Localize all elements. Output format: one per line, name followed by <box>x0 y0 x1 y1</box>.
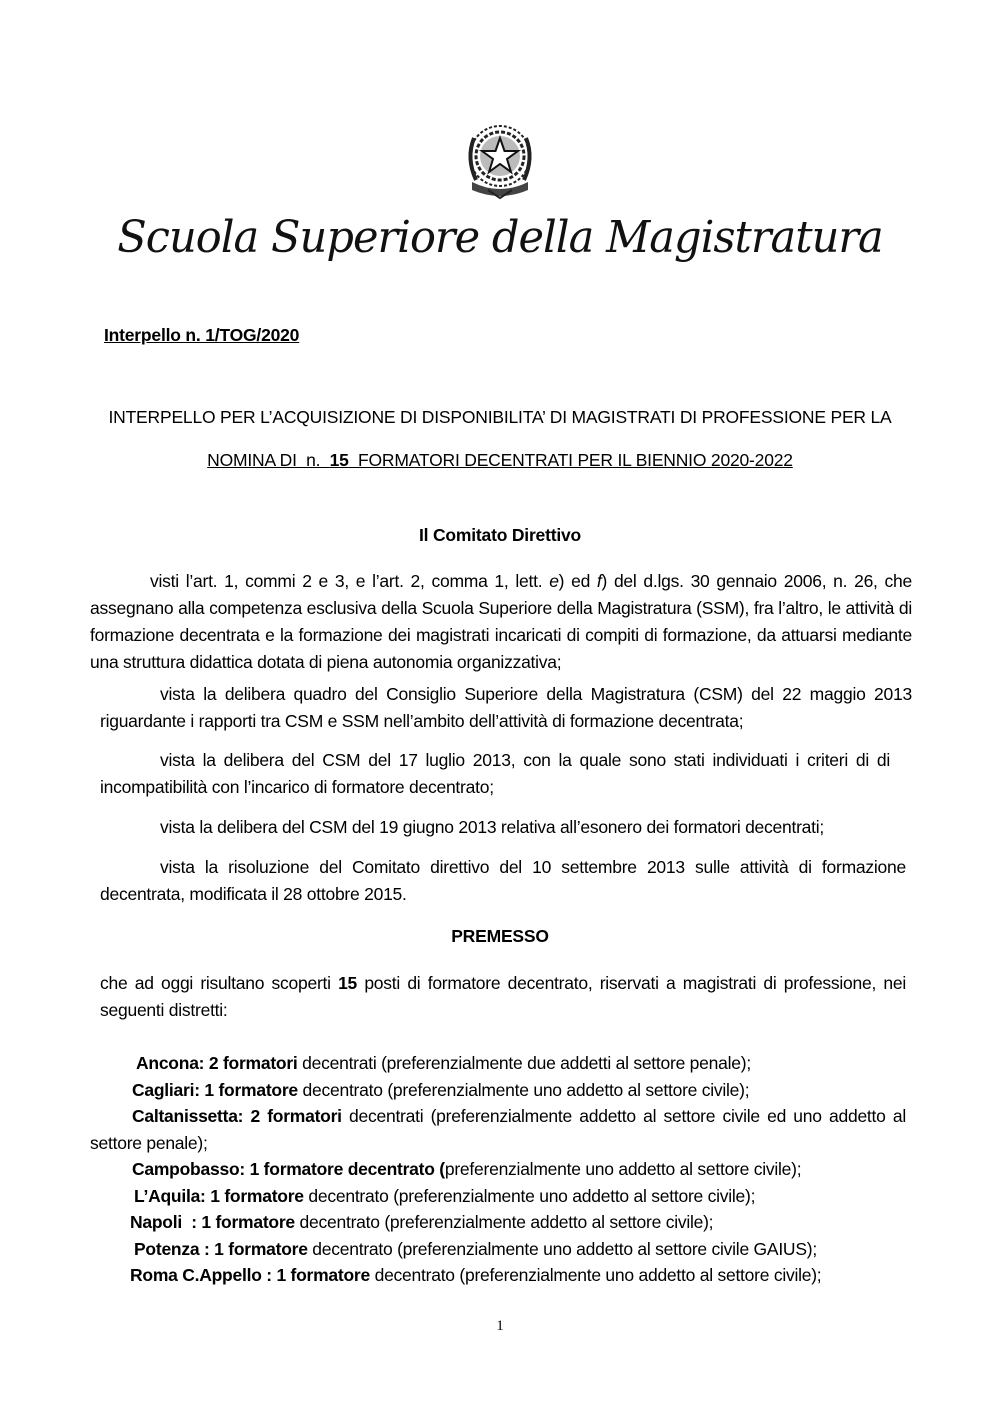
district-item <box>90 1209 906 1236</box>
school-name: Scuola Superiore della Magistratura <box>117 212 883 263</box>
title-line-2-suffix: FORMATORI DECENTRATI PER IL BIENNIO 2020-2022 <box>348 450 793 470</box>
district-name: Campobasso: 1 formatore decentrato ( <box>132 1159 445 1179</box>
district-detail: preferenzialmente uno addetto al settore civile); <box>444 1159 802 1179</box>
recital-5 <box>100 854 906 908</box>
recital-1-letter-e: e <box>549 571 559 591</box>
reference-number: Interpello n. 1/TOG/2020 <box>104 325 300 345</box>
district-detail: decentrati (preferenzialmente due addetti al settore penale); <box>297 1053 751 1073</box>
title-line-2-prefix: NOMINA DI n. <box>207 450 330 470</box>
premesso-heading: PREMESSO <box>451 926 549 946</box>
district-name: L’Aquila: 1 formatore <box>134 1185 304 1206</box>
district-name: Potenza : 1 formatore <box>134 1238 308 1259</box>
recital-1-letter-f: f <box>596 571 602 591</box>
district-detail: decentrato (preferenzialmente uno addetto al settore civile GAIUS); <box>307 1238 817 1259</box>
district-item <box>90 1103 906 1156</box>
title-count: 15 <box>329 450 349 470</box>
district-item <box>90 1262 906 1289</box>
district-detail: decentrato (preferenzialmente uno addetto al settore civile); <box>369 1265 822 1285</box>
district-detail: decentrato (preferenzialmente addetto al settore civile); <box>294 1212 714 1232</box>
recital-4 <box>100 814 912 841</box>
title-line-2 <box>0 447 1000 474</box>
district-name: Roma C.Appello : 1 formatore <box>130 1265 370 1285</box>
recital-2 <box>100 681 912 735</box>
recital-3 <box>100 747 890 801</box>
district-detail: decentrati (preferenzialmente addetto al settore civile ed uno addetto al settore penale); <box>90 1106 906 1153</box>
district-item <box>90 1183 906 1210</box>
committee-heading: Il Comitato Direttivo <box>418 525 582 545</box>
district-detail: decentrato (preferenzialmente uno addetto al settore civile); <box>297 1079 750 1100</box>
recital-5-text: vista la risoluzione del Comitato direttivo del 10 settembre 2013 sulle attività di formazione decentrata, modificata il 28 ottobre 2015. <box>100 857 906 904</box>
district-name: Cagliari: 1 formatore <box>132 1079 298 1100</box>
recital-1 <box>90 568 912 676</box>
district-name: Caltanissetta: 2 formatori <box>132 1106 342 1126</box>
vacant-posts-count: 15 <box>338 973 358 993</box>
recital-1-text-c: ) del d.lgs. 30 gennaio 2006, n. 26, che assegnano alla competenza esclusiva della Scuola Superiore della Magistratura (SSM), fra l’altro, le attività di formazione decentrata e la formazione dei magistrati incaricati di compiti di formazione, da attuarsi mediante una struttura didattica dotata di piena autonomia organizzativa; <box>90 571 912 672</box>
page-number: 1 <box>496 1318 504 1334</box>
recital-3-text: vista la delibera del CSM del 17 luglio 2013, con la quale sono stati individuati i criteri di di incompatibilità con l’incarico di formatore decentrato; <box>100 750 890 797</box>
premesso-text <box>100 970 906 1024</box>
recital-1-text-a: visti l’art. 1, commi 2 e 3, e l’art. 2, comma 1, lett. <box>150 571 550 591</box>
district-item <box>90 1236 906 1263</box>
italian-republic-emblem-icon <box>462 118 538 200</box>
districts-list <box>90 1050 906 1289</box>
district-name: Napoli : 1 formatore <box>130 1212 295 1232</box>
title-line-1: INTERPELLO PER L’ACQUISIZIONE DI DISPONIBILITA’ DI MAGISTRATI DI PROFESSIONE PER LA <box>108 407 892 427</box>
district-item <box>90 1077 906 1104</box>
recital-1-text-b: ) ed <box>558 571 597 591</box>
district-name: Ancona: 2 formatori <box>136 1053 298 1073</box>
recital-4-text: vista la delibera del CSM del 19 giugno 2013 relativa all’esonero dei formatori decentrati; <box>160 817 825 837</box>
district-item <box>90 1050 906 1077</box>
district-item <box>90 1156 906 1183</box>
recital-2-text: vista la delibera quadro del Consiglio Superiore della Magistratura (CSM) del 22 maggio 2013 riguardante i rapporti tra CSM e SSM nell’ambito dell’attività di formazione decentrata; <box>100 684 912 731</box>
district-detail: decentrato (preferenzialmente uno addetto al settore civile); <box>303 1185 756 1206</box>
premesso-text-b: posti di formatore decentrato, riservati a magistrati di professione, nei seguenti distretti: <box>100 973 907 1020</box>
premesso-text-a: che ad oggi risultano scoperti <box>100 973 339 993</box>
